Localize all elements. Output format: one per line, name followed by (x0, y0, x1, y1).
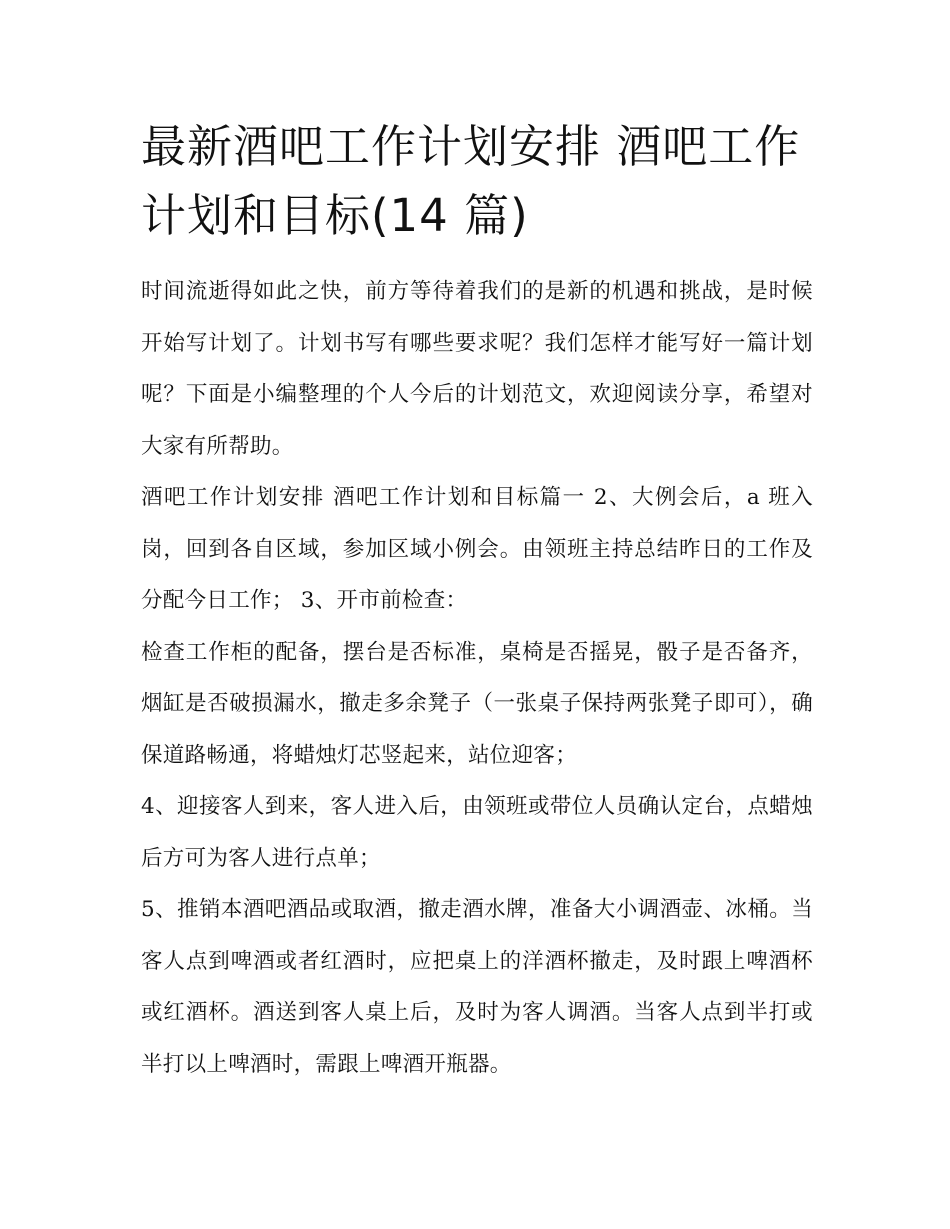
paragraph-step-4: 4、迎接客人到来，客人进入后，由领班或带位人员确认定台，点蜡烛后方可为客人进行点单； (141, 794, 813, 871)
paragraph-section-one: 酒吧工作计划安排 酒吧工作计划和目标篇一 2、大例会后，a 班入岗，回到各自区域，参加区域小例会。由领班主持总结昨日的工作及分配今日工作； 3、开市前检查： (141, 485, 813, 613)
paragraph-intro: 时间流逝得如此之快，前方等待着我们的是新的机遇和挑战，是时候开始写计划了。计划书写有哪些要求呢？我们怎样才能写好一篇计划呢？下面是小编整理的个人今后的计划范文，欢迎阅读分享，希望对大家有所帮助。 (141, 279, 813, 459)
document-title: 最新酒吧工作计划安排 酒吧工作计划和目标(14 篇) (141, 120, 801, 242)
paragraph-inspection: 检查工作柜的配备，摆台是否标准，桌椅是否摇晃，骰子是否备齐，烟缸是否破损漏水，撤走多余凳子（一张桌子保持两张凳子即可），确保道路畅通，将蜡烛灯芯竖起来，站位迎客； (141, 639, 813, 768)
paragraph-step-5: 5、推销本酒吧酒品或取酒，撤走酒水牌，准备大小调酒壶、冰桶。当客人点到啤酒或者红酒时，应把桌上的洋酒杯撤走，及时跟上啤酒杯或红酒杯。酒送到客人桌上后，及时为客人调酒。当客人点到半打或半打以上啤酒时，需跟上啤酒开瓶器。 (141, 897, 813, 1077)
document-body (141, 266, 813, 1090)
document-page (141, 112, 813, 1090)
